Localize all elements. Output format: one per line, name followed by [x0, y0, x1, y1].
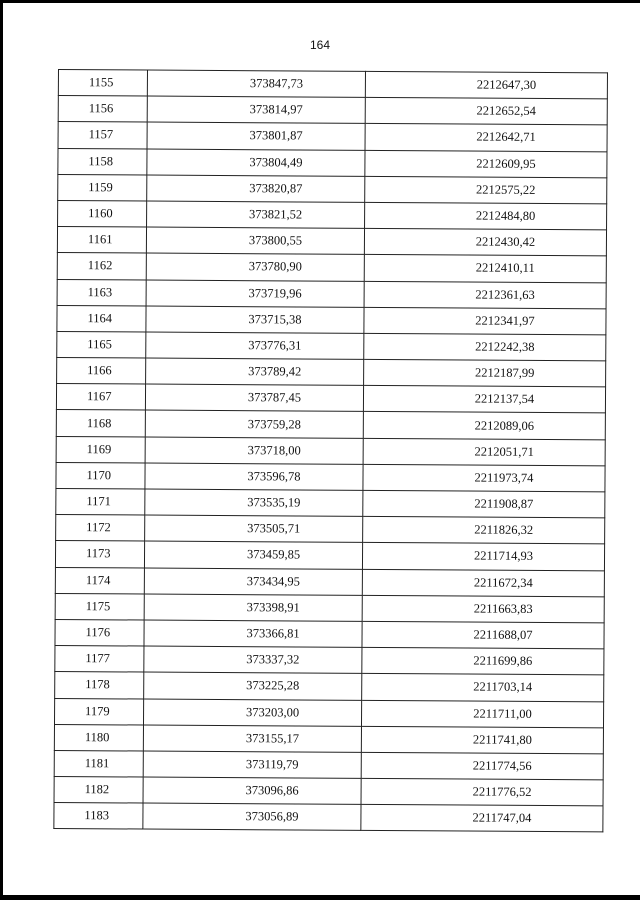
x-coordinate-cell-text: 373776,31	[248, 338, 302, 353]
x-coordinate-cell-text: 373434,95	[246, 573, 300, 589]
y-coordinate-cell-text: 2211776,52	[472, 784, 532, 800]
x-coordinate-cell-text: 373759,28	[247, 416, 301, 432]
y-coordinate-cell	[364, 359, 606, 387]
x-coordinate-cell	[146, 306, 364, 334]
point-number-cell	[56, 488, 145, 515]
x-coordinate-cell-text: 373719,96	[248, 285, 302, 301]
y-coordinate-cell-text: 2211826,32	[474, 522, 534, 538]
table-row	[54, 750, 603, 780]
y-coordinate-cell	[363, 386, 605, 414]
y-coordinate-cell-text: 2212137,54	[474, 391, 535, 407]
table-row	[55, 646, 604, 676]
table-row	[58, 122, 607, 152]
point-number-cell	[57, 279, 146, 306]
x-coordinate-cell	[146, 280, 364, 308]
y-coordinate-cell-text: 2212089,06	[474, 418, 535, 433]
x-coordinate-cell-text: 373847,73	[249, 76, 304, 91]
y-coordinate-cell-text: 2212341,97	[475, 313, 535, 328]
point-number-cell	[55, 672, 144, 699]
point-number-cell	[54, 750, 143, 777]
point-number-cell-text: 1174	[85, 572, 111, 587]
y-coordinate-cell	[363, 464, 605, 492]
point-number-cell	[58, 70, 147, 97]
y-coordinate-cell	[365, 202, 607, 230]
x-coordinate-cell-text: 373119,79	[245, 757, 299, 772]
coordinates-table	[53, 69, 608, 833]
point-number-cell-text: 1175	[85, 599, 111, 614]
table-row	[57, 227, 606, 257]
y-coordinate-cell	[362, 621, 604, 649]
table-row	[54, 724, 603, 754]
point-number-cell-text: 1167	[86, 389, 112, 404]
y-coordinate-cell	[365, 71, 607, 99]
y-coordinate-cell-text: 2211774,56	[472, 758, 532, 773]
x-coordinate-cell-text: 373780,90	[248, 259, 302, 274]
y-coordinate-cell	[362, 595, 604, 623]
x-coordinate-cell-text: 373820,87	[249, 181, 303, 196]
point-number-cell	[55, 646, 144, 673]
x-coordinate-cell-text: 373505,71	[247, 521, 301, 536]
x-coordinate-cell-text: 373596,78	[247, 469, 301, 484]
coordinates-table-body	[54, 70, 608, 833]
point-number-cell-text: 1166	[87, 363, 112, 378]
point-number-cell	[56, 462, 145, 489]
point-number-cell-text: 1179	[85, 703, 110, 718]
point-number-cell	[56, 436, 145, 463]
x-coordinate-cell-text: 373804,49	[249, 154, 303, 170]
point-number-cell-text: 1163	[87, 284, 113, 299]
x-coordinate-cell-text: 373821,52	[249, 207, 303, 222]
table-row	[57, 331, 606, 361]
scan-border-top	[0, 0, 640, 3]
y-coordinate-cell	[361, 700, 603, 728]
x-coordinate-cell	[145, 463, 363, 491]
table-row	[58, 174, 607, 204]
point-number-cell-text: 1168	[86, 415, 112, 430]
x-coordinate-cell-text: 373801,87	[249, 128, 303, 143]
point-number-cell-text: 1173	[85, 546, 111, 561]
point-number-cell	[54, 777, 143, 804]
x-coordinate-cell	[145, 515, 363, 543]
x-coordinate-cell	[143, 699, 361, 727]
y-coordinate-cell	[365, 176, 607, 204]
point-number-cell	[54, 803, 143, 830]
point-number-cell	[57, 358, 146, 385]
x-coordinate-cell-text: 373459,85	[246, 547, 301, 562]
point-number-cell-text: 1159	[88, 180, 113, 195]
point-number-cell-text: 1156	[88, 101, 114, 116]
x-coordinate-cell	[143, 751, 361, 779]
y-coordinate-cell	[363, 517, 605, 545]
y-coordinate-cell	[362, 674, 604, 702]
point-number-cell-text: 1157	[88, 127, 114, 142]
point-number-cell	[55, 593, 144, 620]
y-coordinate-cell	[364, 333, 606, 361]
y-coordinate-cell-text: 2212410,11	[475, 260, 535, 276]
y-coordinate-cell-text: 2212575,22	[476, 182, 536, 197]
y-coordinate-cell	[362, 647, 604, 675]
table-row	[57, 253, 606, 283]
x-coordinate-cell-text: 373096,86	[245, 783, 299, 798]
y-coordinate-cell	[365, 150, 607, 178]
x-coordinate-cell	[143, 725, 361, 753]
x-coordinate-cell-text: 373337,32	[246, 652, 300, 667]
point-number-cell	[57, 253, 146, 280]
table-row	[56, 410, 605, 440]
y-coordinate-cell-text: 2211672,34	[473, 575, 533, 590]
point-number-cell-text: 1161	[87, 232, 113, 247]
y-coordinate-cell	[361, 752, 603, 780]
x-coordinate-cell-text: 373225,28	[246, 678, 300, 693]
y-coordinate-cell	[363, 412, 605, 440]
table-row	[58, 200, 607, 230]
point-number-cell	[56, 384, 145, 411]
y-coordinate-cell	[363, 438, 605, 466]
x-coordinate-cell	[146, 253, 364, 281]
point-number-cell	[58, 148, 147, 175]
x-coordinate-cell-text: 373155,17	[245, 730, 300, 746]
x-coordinate-cell-text: 373203,00	[245, 704, 300, 720]
table-row	[57, 305, 606, 335]
table-row	[54, 698, 603, 728]
x-coordinate-cell	[145, 437, 363, 465]
y-coordinate-cell-text: 2212652,54	[476, 103, 536, 119]
y-coordinate-cell-text: 2212051,71	[474, 444, 534, 459]
x-coordinate-cell	[147, 149, 365, 177]
point-number-cell	[55, 541, 144, 568]
x-coordinate-cell	[144, 646, 362, 674]
y-coordinate-cell	[361, 726, 603, 754]
x-coordinate-cell	[143, 803, 361, 831]
y-coordinate-cell-text: 2211688,07	[473, 627, 533, 642]
table-row	[55, 541, 604, 571]
x-coordinate-cell	[147, 122, 365, 150]
point-number-cell-text: 1158	[88, 153, 114, 168]
y-coordinate-cell	[362, 569, 604, 597]
table-row	[58, 148, 607, 178]
y-coordinate-cell-text: 2211663,83	[473, 601, 533, 616]
point-number-cell	[55, 619, 144, 646]
y-coordinate-cell-text: 2212187,99	[474, 365, 535, 381]
x-coordinate-cell	[147, 70, 365, 98]
x-coordinate-cell	[147, 96, 365, 124]
y-coordinate-cell	[361, 778, 603, 806]
table-row	[57, 358, 606, 388]
point-number-cell	[55, 567, 144, 594]
page-number: 164	[309, 38, 331, 52]
x-coordinate-cell-text: 373800,55	[248, 233, 303, 248]
table-row	[55, 593, 604, 623]
x-coordinate-cell	[144, 568, 362, 596]
table-row	[56, 515, 605, 545]
x-coordinate-cell	[143, 777, 361, 805]
x-coordinate-cell-text: 373366,81	[246, 626, 300, 641]
x-coordinate-cell	[144, 620, 362, 648]
y-coordinate-cell	[364, 255, 606, 283]
table-row	[54, 777, 603, 807]
x-coordinate-cell-text: 373814,97	[249, 102, 303, 117]
x-coordinate-cell	[144, 594, 362, 622]
y-coordinate-cell	[362, 543, 604, 571]
point-number-cell	[58, 174, 147, 201]
point-number-cell-text: 1170	[86, 468, 112, 483]
x-coordinate-cell	[147, 175, 365, 203]
y-coordinate-cell-text: 2211973,74	[474, 470, 534, 485]
x-coordinate-cell-text: 373789,42	[248, 364, 302, 379]
x-coordinate-cell-text: 373715,38	[248, 311, 302, 327]
y-coordinate-cell-text: 2211711,00	[473, 706, 532, 721]
y-coordinate-cell-text: 2211908,87	[474, 496, 534, 512]
x-coordinate-cell	[146, 358, 364, 386]
table-row	[55, 567, 604, 597]
y-coordinate-cell	[363, 490, 605, 518]
point-number-cell-text: 1178	[85, 677, 110, 692]
point-number-cell-text: 1165	[87, 337, 112, 352]
x-coordinate-cell	[145, 384, 363, 412]
x-coordinate-cell	[145, 410, 363, 438]
table-row	[58, 70, 607, 100]
x-coordinate-cell	[146, 227, 364, 255]
y-coordinate-cell-text: 2211741,80	[472, 732, 532, 747]
y-coordinate-cell	[365, 98, 607, 126]
point-number-cell	[54, 698, 143, 725]
point-number-cell	[57, 305, 146, 332]
scan-border-left	[0, 0, 3, 900]
table-row	[56, 488, 605, 518]
point-number-cell	[56, 515, 145, 542]
x-coordinate-cell	[147, 201, 365, 229]
table-row	[55, 672, 604, 702]
x-coordinate-cell	[146, 332, 364, 360]
point-number-cell	[56, 410, 145, 437]
y-coordinate-cell-text: 2212242,38	[475, 339, 535, 354]
y-coordinate-cell-text: 2212647,30	[476, 77, 537, 93]
x-coordinate-cell-text: 373718,00	[247, 442, 301, 458]
table-row	[55, 619, 604, 649]
y-coordinate-cell-text: 2211703,14	[473, 679, 533, 695]
y-coordinate-cell-text: 2211747,04	[472, 810, 532, 826]
point-number-cell	[58, 122, 147, 149]
y-coordinate-cell-text: 2211714,93	[474, 549, 534, 564]
point-number-cell-text: 1183	[84, 808, 110, 823]
x-coordinate-cell-text: 373056,89	[245, 809, 299, 824]
y-coordinate-cell-text: 2212642,71	[476, 130, 536, 145]
point-number-cell-text: 1162	[87, 258, 113, 273]
table-row	[56, 436, 605, 466]
table-row	[56, 384, 605, 414]
y-coordinate-cell-text: 2212609,95	[476, 156, 536, 171]
point-number-cell-text: 1182	[84, 782, 110, 797]
point-number-cell	[57, 331, 146, 358]
point-number-cell-text: 1160	[88, 206, 113, 221]
point-number-cell-text: 1169	[86, 441, 112, 457]
y-coordinate-cell	[361, 805, 603, 833]
y-coordinate-cell	[364, 307, 606, 335]
x-coordinate-cell-text: 373535,19	[247, 495, 301, 510]
scan-border-bottom	[0, 895, 640, 900]
table-row	[58, 96, 607, 126]
y-coordinate-cell-text: 2212361,63	[475, 287, 535, 302]
x-coordinate-cell	[144, 541, 362, 569]
y-coordinate-cell	[365, 124, 607, 152]
x-coordinate-cell-text: 373398,91	[246, 600, 300, 615]
point-number-cell-text: 1155	[88, 75, 114, 90]
point-number-cell-text: 1181	[84, 756, 110, 771]
table-row	[57, 279, 606, 309]
point-number-cell	[58, 96, 147, 123]
y-coordinate-cell-text: 2211699,86	[473, 653, 533, 669]
point-number-cell-text: 1171	[86, 494, 111, 509]
x-coordinate-cell	[145, 489, 363, 517]
point-number-cell	[58, 200, 147, 227]
point-number-cell	[54, 724, 143, 751]
table-row	[54, 803, 603, 833]
point-number-cell-text: 1177	[85, 651, 110, 666]
point-number-cell-text: 1164	[87, 310, 113, 326]
y-coordinate-cell	[364, 281, 606, 309]
y-coordinate-cell	[364, 229, 606, 257]
y-coordinate-cell-text: 2212484,80	[475, 208, 536, 223]
x-coordinate-cell-text: 373787,45	[247, 390, 302, 405]
y-coordinate-cell-text: 2212430,42	[475, 234, 536, 250]
x-coordinate-cell	[144, 672, 362, 700]
point-number-cell-text: 1172	[86, 520, 111, 535]
table-row	[56, 462, 605, 492]
point-number-cell	[57, 227, 146, 254]
point-number-cell-text: 1176	[85, 625, 111, 640]
point-number-cell-text: 1180	[84, 729, 110, 745]
